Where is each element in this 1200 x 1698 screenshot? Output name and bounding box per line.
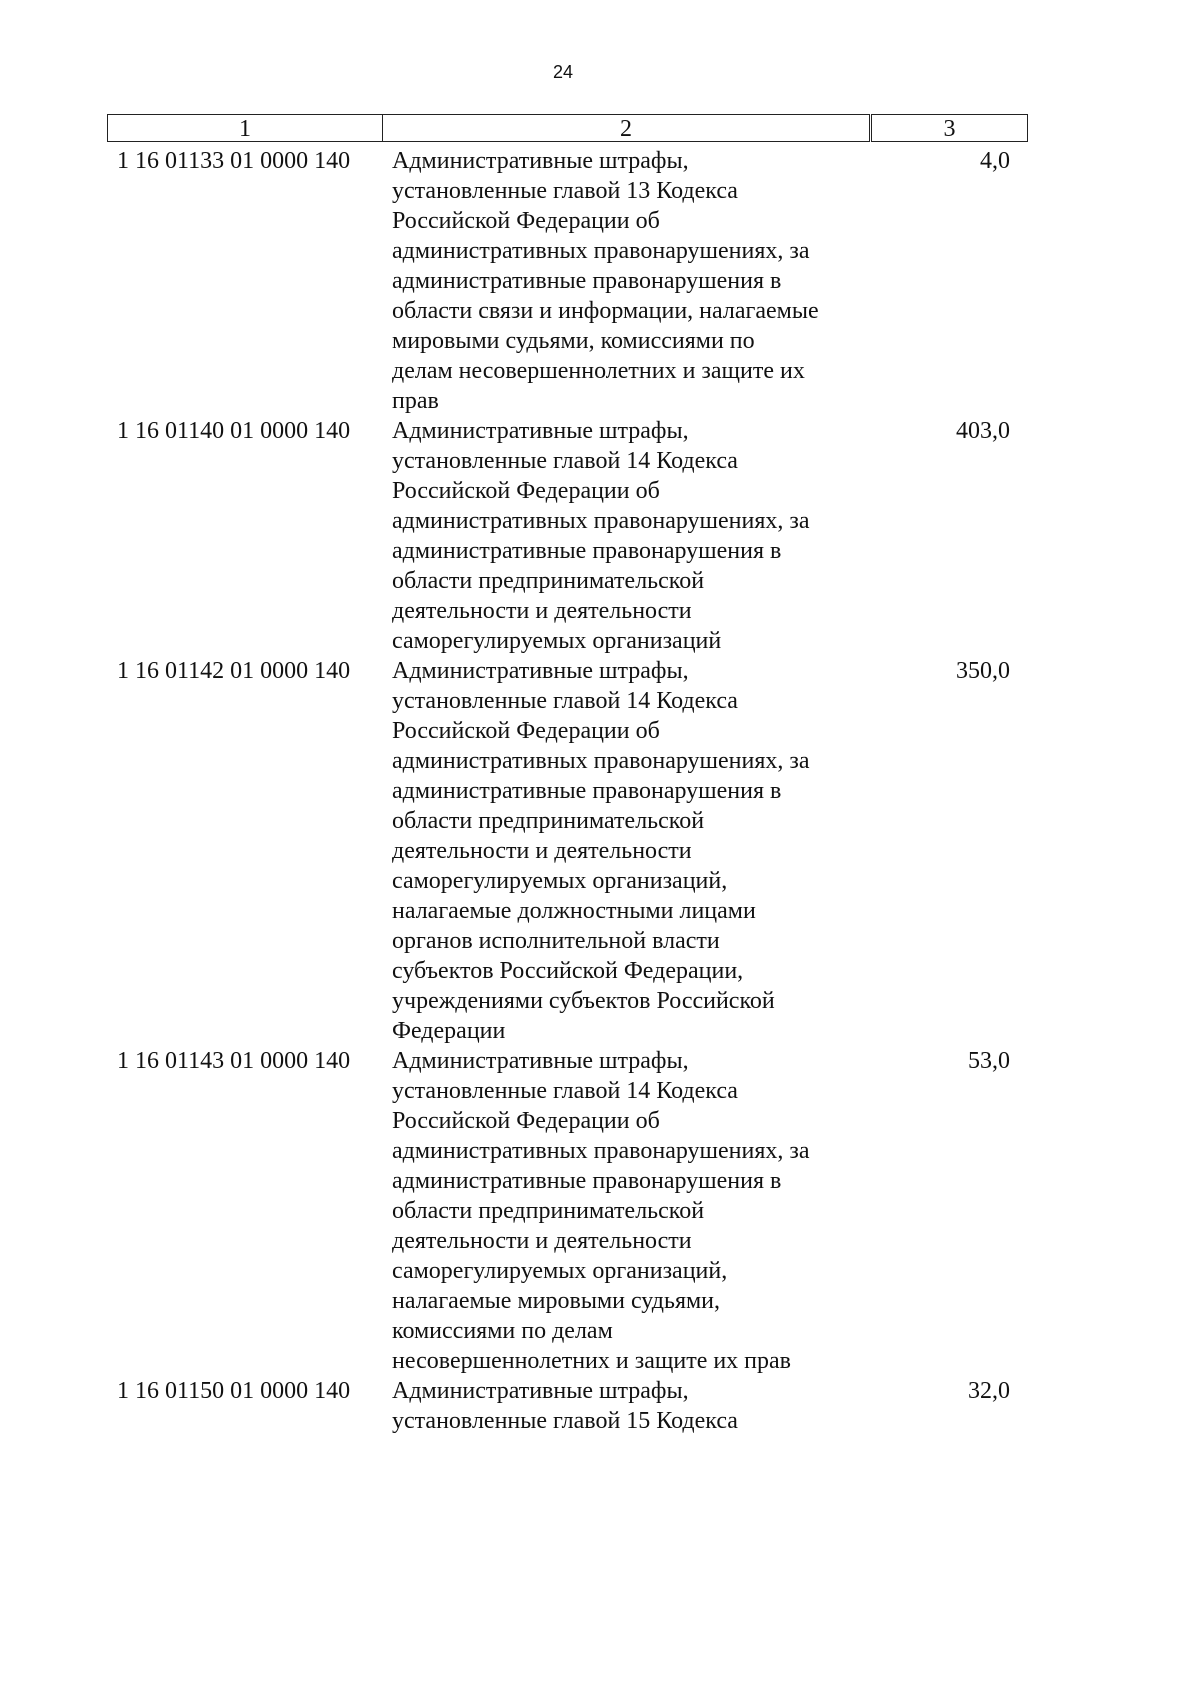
- revenue-description: Административные штрафы, установленные главой 14 Кодекса Российской Федерации об административных правонарушениях, за административные правонарушения в области предпринимательской деятельности и деятельности саморегулируемых организаций: [392, 418, 810, 654]
- table-row: [0, 656, 1104, 1046]
- table-row: [0, 146, 1104, 416]
- revenue-description: Административные штрафы, установленные главой 14 Кодекса Российской Федерации об административных правонарушениях, за административные правонарушения в области предпринимательской деятельности и деятельности саморегулируемых организаций, налагаемые должностными лицами органов исполнительной власти субъектов Российской Федерации, учреждениями субъектов Российской Федерации: [392, 658, 810, 1044]
- revenue-description: Административные штрафы, установленные главой 15 Кодекса: [392, 1378, 738, 1434]
- column-header-2: 2: [382, 114, 870, 142]
- page-number: 24: [552, 62, 574, 82]
- revenue-description: Административные штрафы, установленные главой 14 Кодекса Российской Федерации об административных правонарушениях, за административные правонарушения в области предпринимательской деятельности и деятельности саморегулируемых организаций, налагаемые мировыми судьями, комиссиями по делам несовершеннолетних и защите их прав: [392, 1048, 810, 1374]
- budget-code: 1 16 01133 01 0000 140: [117, 148, 351, 174]
- amount: 403,0: [956, 418, 1010, 444]
- amount: 53,0: [968, 1048, 1010, 1074]
- table-row: [0, 416, 1104, 656]
- budget-code: 1 16 01142 01 0000 140: [117, 658, 351, 684]
- amount: 32,0: [968, 1378, 1010, 1404]
- budget-code: 1 16 01150 01 0000 140: [117, 1378, 351, 1404]
- budget-code: 1 16 01143 01 0000 140: [117, 1048, 351, 1074]
- table-row: [0, 1376, 1104, 1436]
- table-header: [107, 114, 1028, 144]
- table-body: [0, 146, 1104, 1436]
- revenue-description: Административные штрафы, установленные главой 13 Кодекса Российской Федерации об административных правонарушениях, за административные правонарушения в области связи и информации, налагаемые мировыми судьями, комиссиями по делам несовершеннолетних и защите их прав: [392, 148, 819, 414]
- column-header-3: 3: [871, 114, 1028, 142]
- table-row: [0, 1046, 1104, 1376]
- budget-code: 1 16 01140 01 0000 140: [117, 418, 351, 444]
- column-header-1: 1: [107, 114, 383, 142]
- amount: 4,0: [980, 148, 1010, 174]
- amount: 350,0: [956, 658, 1010, 684]
